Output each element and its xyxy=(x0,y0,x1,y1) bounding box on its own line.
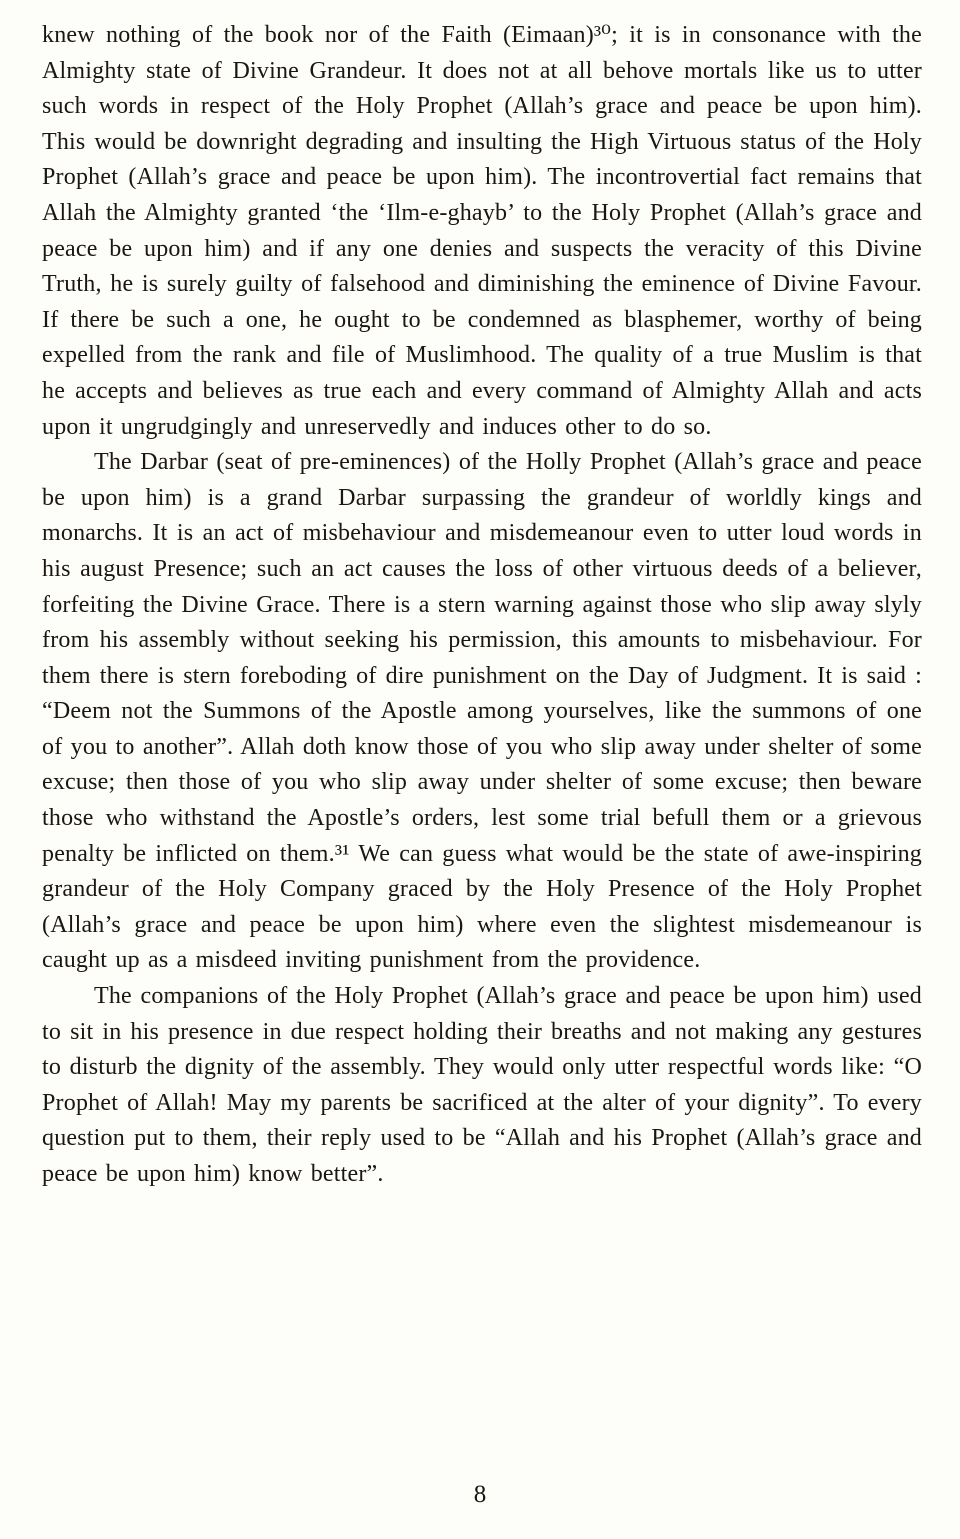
page-number: 8 xyxy=(473,1481,487,1508)
paragraph-continuation: knew nothing of the book nor of the Faith (Eimaan)³⁰; it is in consonance with the Almighty state of Divine Grandeur. It does not at all behove mortals like us to utter such words in respect of the Holy Prophet (Allah’s grace and peace be upon him). This would be downright degrading and insulting the High Virtuous status of the Holy Prophet (Allah’s grace and peace be upon him). The incontrovertial fact remains that Allah the Almighty granted ‘the ‘Ilm-e-ghayb’ to the Holy Prophet (Allah’s grace and peace be upon him) and if any one denies and suspects the veracity of this Divine Truth, he is surely guilty of falsehood and diminishing the eminence of Divine Favour. If there be such a one, he ought to be condemned as blasphemer, worthy of being expelled from the rank and file of Muslimhood. The quality of a true Muslim is that he accepts and believes as true each and every command of Almighty Allah and acts upon it ungrudgingly and unreservedly and induces other to do so. xyxy=(42,22,922,440)
paragraph-companions: The companions of the Holy Prophet (Allah’s grace and peace be upon him) used to sit in his presence in due respect holding their breaths and not making any gestures to disturb the dignity of the assembly. They would only utter respectful words like: “O Prophet of Allah! May my parents be sacrificed at the alter of your dignity”. To every question put to them, their reply used to be “Allah and his Prophet (Allah’s grace and peace be upon him) know better”. xyxy=(42,983,922,1187)
paragraph-darbar: The Darbar (seat of pre-eminences) of the Holly Prophet (Allah’s grace and peace be upon him) is a grand Darbar surpassing the grandeur of worldly kings and monarchs. It is an act of misbehaviour and misdemeanour even to utter loud words in his august Presence; such an act causes the loss of other virtuous deeds of a believer, forfeiting the Divine Grace. There is a stern warning against those who slip away slyly from his assembly without seeking his permission, this amounts to misbehaviour. For them there is stern foreboding of dire punishment on the Day of Judgment. It is said : “Deem not the Summons of the Apostle among yourselves, like the summons of one of you to another”. Allah doth know those of you who slip away under shelter of some excuse; then those of you who slip away under shelter of some excuse; then beware those who withstand the Apostle’s orders, lest some trial befull them or a grievous penalty be inflicted on them.³¹ We can guess what would be the state of awe-inspiring grandeur of the Holy Company graced by the Holy Presence of the Holy Prophet (Allah’s grace and peace be upon him) where even the slightest misdemeanour is caught up as a misdeed inviting punishment from the providence. xyxy=(42,449,922,974)
page-text xyxy=(42,18,922,1193)
